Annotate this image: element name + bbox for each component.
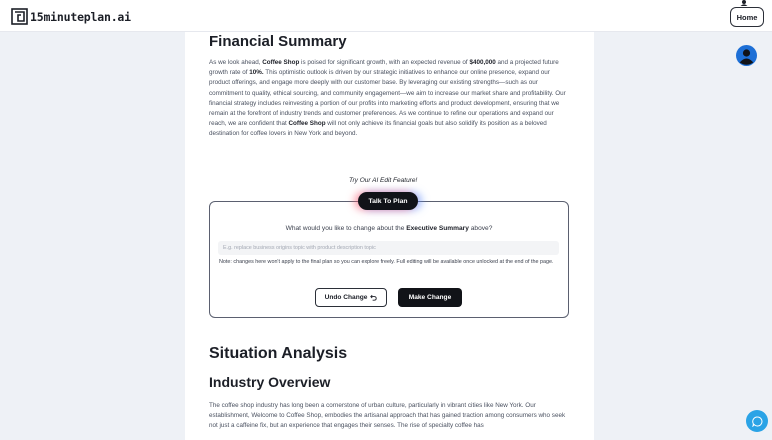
financial-summary-heading: Financial Summary — [209, 33, 347, 50]
fs-text-5: will not only achieve its financial goals but also solidify its position as a beloved destination for coffee lovers in New York and beyond. — [209, 120, 547, 138]
logo[interactable] — [11, 8, 131, 25]
situation-analysis-heading: Situation Analysis — [209, 345, 348, 362]
logo-text-suffix: .ai — [110, 9, 131, 24]
fs-text-4: This optimistic outlook is driven by our strategic initiatives to enhance our online presence, expand our product offerings, and engage more deeply with our customer base. By leveraging our existing strengths—such as our commitment to quality, ethical sourcing, and community engagement—we aim to increase our market share and profitability. Our financial strategy includes reinvesting a portion of our profits into marketing efforts and product development, ensuring that we remain at the forefront of industry trends and customer preferences. As we continue to refine our operations and expand our reach, we are confident that — [209, 69, 566, 128]
undo-change-button[interactable] — [315, 288, 387, 307]
edit-question — [209, 225, 569, 232]
top-bar — [0, 0, 772, 32]
fs-bold-1: Coffee Shop — [262, 59, 300, 66]
chat-button[interactable] — [746, 410, 768, 432]
chat-bubble-icon — [752, 416, 763, 427]
question-suffix: above? — [468, 225, 493, 232]
industry-overview-heading: Industry Overview — [209, 374, 331, 390]
home-button[interactable]: Home — [730, 7, 764, 27]
edit-request-input[interactable] — [218, 241, 559, 255]
user-avatar-icon[interactable] — [736, 45, 757, 66]
fs-bold-3: 10%. — [249, 69, 264, 77]
financial-summary-paragraph — [209, 58, 571, 140]
logo-text — [30, 10, 131, 24]
undo-change-label: Undo Change — [324, 294, 368, 301]
logo-square-icon — [11, 8, 28, 25]
edit-note: Note: changes here won't apply to the final plan so you can explore freely. Full editing will be available once unlocked at the end of the page. — [219, 259, 554, 265]
fs-text-1: As we look ahead, — [209, 59, 263, 66]
user-mini-icon — [740, 0, 748, 6]
question-section-name: Executive Summary — [406, 225, 469, 232]
industry-overview-paragraph: The coffee shop industry has long been a cornerstone of urban culture, particularly in vibrant cities like New York. Our establishment, Welcome to Coffee Shop, embodies the artisanal approach that has gained traction among consumers who seek not just a caffeine fix, but an experience that engages their senses. The rise of specialty coffee has — [209, 402, 566, 430]
fs-text-3: and a projected future growth rate of — [209, 59, 559, 77]
try-ai-edit-label: Try Our AI Edit Feature! — [349, 177, 418, 184]
fs-bold-4: Coffee Shop — [288, 120, 326, 128]
talk-to-plan-button[interactable]: Talk To Plan — [358, 192, 418, 210]
fs-bold-2: $400,000 — [469, 59, 496, 66]
logo-text-main: 15minuteplan — [30, 9, 111, 24]
undo-arrow-icon — [370, 294, 377, 301]
make-change-button[interactable]: Make Change — [398, 288, 462, 307]
question-prefix: What would you like to change about the — [285, 225, 407, 232]
fs-text-2: is poised for significant growth, with an expected revenue of — [299, 59, 470, 66]
